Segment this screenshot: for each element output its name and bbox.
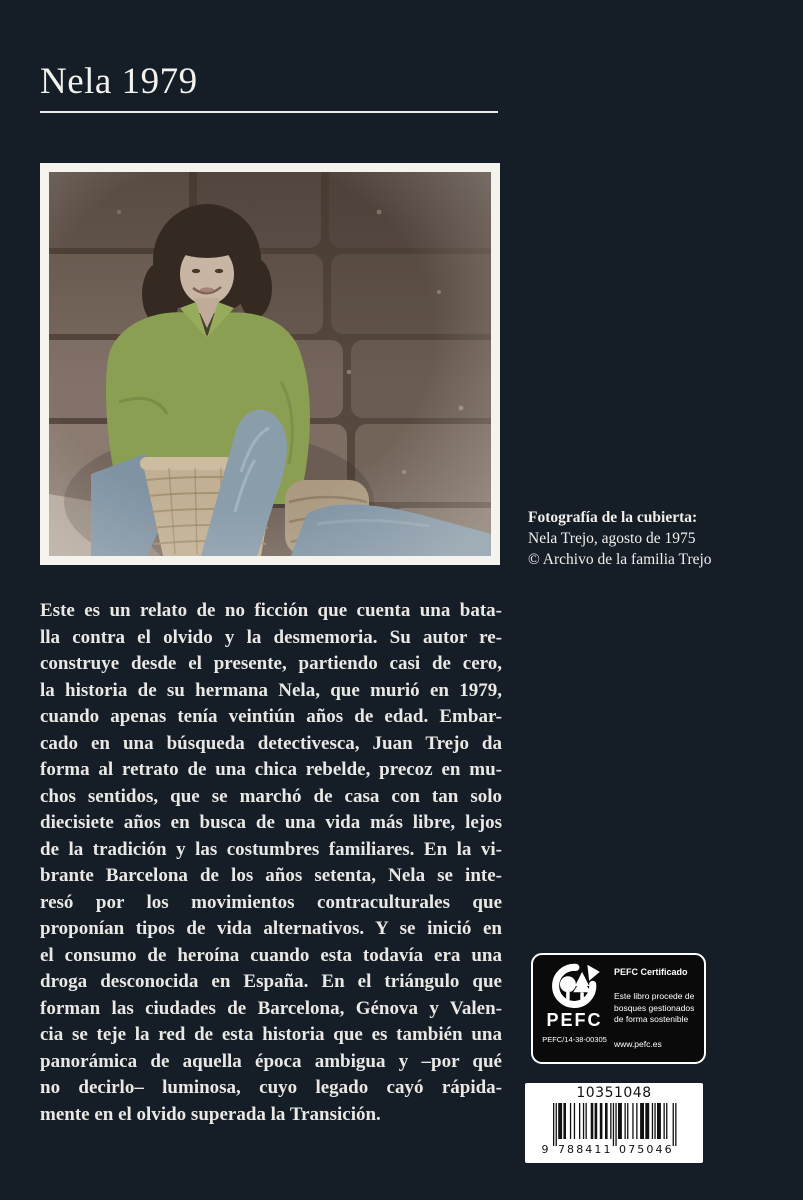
description-line: cuando apenas tenía veintiún años de edad. Embar-: [40, 706, 502, 727]
pefc-wordmark: PEFC: [546, 1010, 603, 1030]
description-line: forma al retrato de una chica rebelde, precoz en mu-: [40, 759, 502, 780]
pefc-heading: PEFC Certificado: [614, 967, 688, 977]
photo-credit-heading: Fotografía de la cubierta:: [528, 509, 698, 526]
svg-text:7: 7: [558, 1143, 565, 1156]
svg-text:0: 0: [619, 1143, 626, 1156]
description-line: de la tradición y las costumbres familiares. En la vi-: [40, 838, 502, 860]
description-line: panorámica de aquella época ambigua y –por qué: [40, 1050, 502, 1072]
pefc-description: Este libro procede de bosques gestionados de forma sostenible: [614, 991, 695, 1024]
svg-text:4: 4: [655, 1143, 663, 1156]
svg-text:0: 0: [646, 1143, 654, 1156]
svg-text:4: 4: [585, 1143, 593, 1156]
description-line: la historia de su hermana Nela, que murió en 1979,: [40, 679, 502, 701]
svg-text:8: 8: [576, 1143, 584, 1156]
cover-photo-illustration: [49, 172, 491, 556]
svg-text:1: 1: [594, 1143, 602, 1156]
description-line: droga desconocida en España. En el triángulo que: [40, 971, 502, 992]
photo-credit-copyright: © Archivo de la familia Trejo: [528, 551, 712, 568]
svg-text:1: 1: [603, 1143, 611, 1156]
photo-credit-subject: Nela Trejo, agosto de 1975: [528, 530, 696, 547]
svg-text:6: 6: [664, 1143, 672, 1156]
description-line: construye desde el presente, partiendo casi de cero,: [40, 653, 502, 674]
svg-text:7: 7: [628, 1143, 636, 1156]
description-line: mente en el olvido superada la Transición.: [40, 1103, 381, 1125]
barcode-section: [525, 1083, 703, 1163]
description-line: no decirlo– luminosa, cuyo legado cayó rápida-: [40, 1077, 502, 1098]
description-line: Este es un relato de no ficción que cuenta una bata-: [40, 600, 502, 621]
description-line: forman las ciudades de Barcelona, Génova y Valen-: [40, 997, 502, 1019]
barcode-icon: [535, 1101, 693, 1157]
svg-text:5: 5: [637, 1143, 645, 1156]
svg-text:9: 9: [541, 1143, 549, 1156]
description-line: el consumo de heroína cuando esta todavía era una: [40, 944, 502, 966]
cover-photo: [40, 163, 500, 565]
pefc-certification-badge: [531, 953, 706, 1064]
description-line: resó por los movimientos contraculturales que: [40, 891, 502, 913]
page-title: Nela 1979: [40, 61, 198, 102]
barcode-top-number: 10351048: [576, 1085, 652, 1101]
book-description: [40, 598, 502, 1128]
photo-credit: [528, 507, 712, 570]
description-line: cia se teje la red de esta historia que es también una: [40, 1024, 502, 1045]
pefc-logo-icon: [546, 963, 604, 1009]
pefc-url: www.pefc.es: [614, 1038, 662, 1049]
pefc-cert-number: PEFC/14-38-00305: [542, 1035, 607, 1044]
description-line: chos sentidos, que se marchó de casa con tan solo: [40, 785, 502, 807]
svg-text:8: 8: [567, 1143, 574, 1156]
title-rule: [40, 111, 498, 113]
description-line: lla contra el olvido y la desmemoria. Su autor re-: [40, 626, 502, 648]
description-line: brante Barcelona de los años setenta, Nela se inte-: [40, 865, 502, 886]
description-line: cado en una búsqueda detectivesca, Juan Trejo da: [40, 732, 502, 754]
description-line: proponían tipos de vida alternativos. Y se inició en: [40, 918, 502, 939]
description-line: diecisiete años en busca de una vida más libre, lejos: [40, 812, 502, 833]
